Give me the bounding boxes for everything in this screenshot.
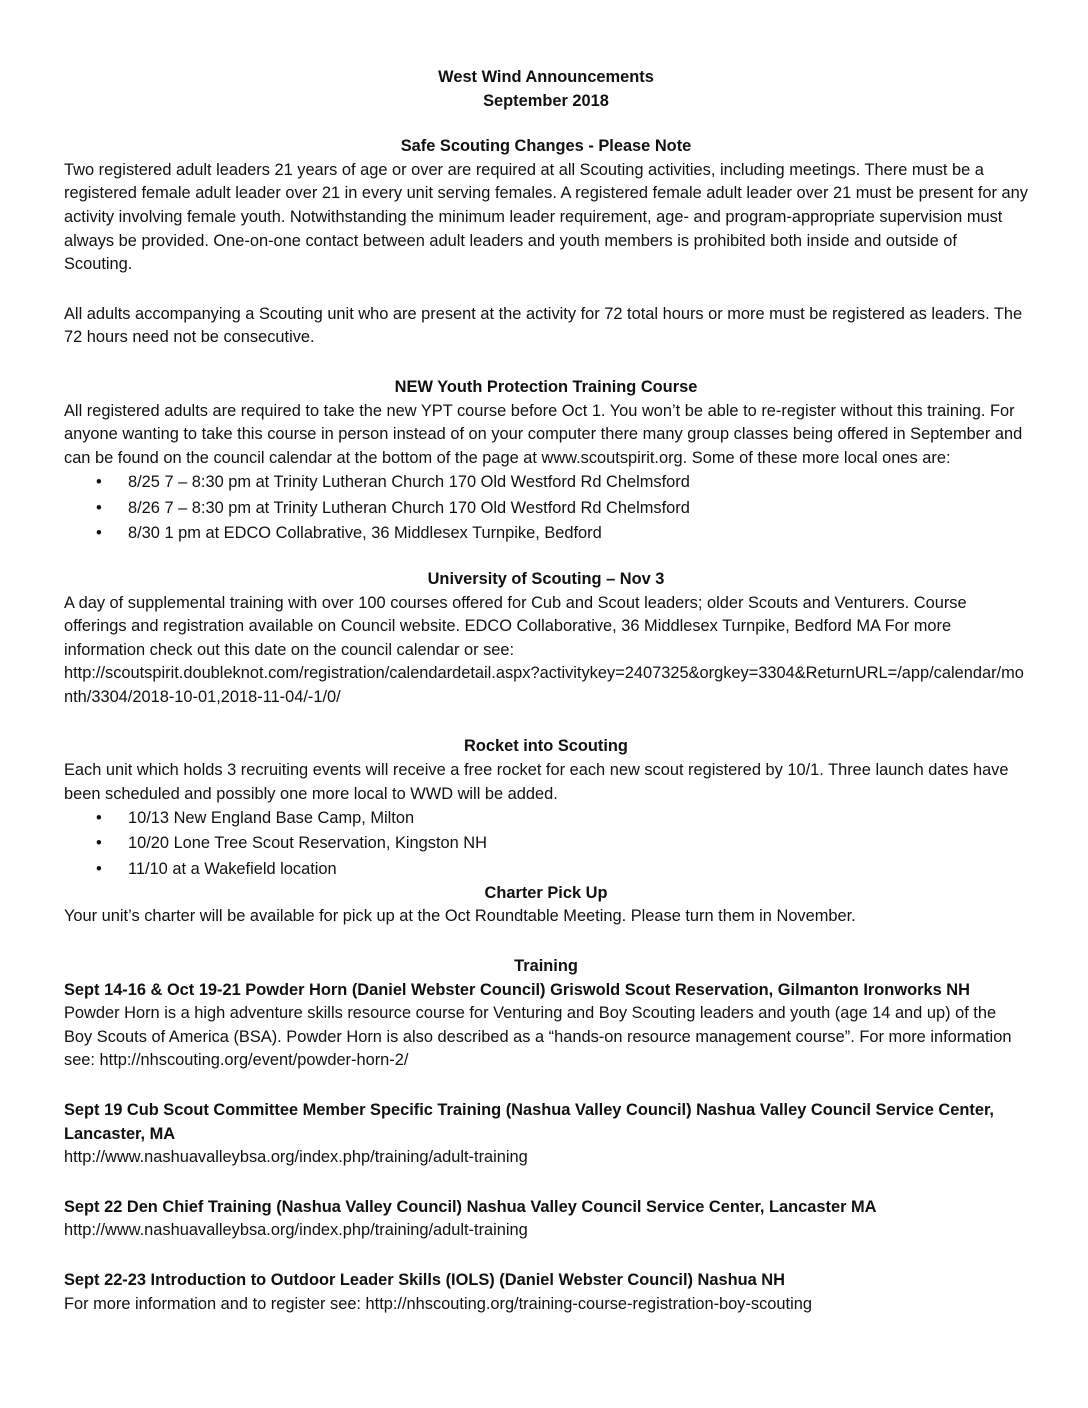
list-item-text: 8/25 7 – 8:30 pm at Trinity Lutheran Church 170 Old Westford Rd Chelmsford [128,473,690,492]
paragraph: Each unit which holds 3 recruiting events will receive a free rocket for each new scout registered by 10/1. Three launch dates have been scheduled and possibly one more local to WWD will be added. [64,761,1009,803]
section-heading: Training [514,957,578,976]
training-entry-title: Sept 14-16 & Oct 19-21 Powder Horn (Daniel Webster Council) Griswold Scout Reservation, Gilmanton Ironworks NH [64,980,970,999]
list-item-text: 8/30 1 pm at EDCO Collabrative, 36 Middlesex Turnpike, Bedford [128,523,602,542]
paragraph: All adults accompanying a Scouting unit who are present at the activity for 72 total hours or more must be registered as leaders. The 72 hours need not be consecutive. [64,304,1023,347]
charter-section [64,882,1028,929]
bullet-icon: • [96,859,102,878]
training-entry-body: For more information and to register see: http://nhscouting.org/training-course-registration-boy-scouting [64,1294,812,1313]
bullet-icon: • [96,498,102,517]
bullet-icon: • [96,834,102,853]
list-item [96,857,1028,882]
paragraph: All registered adults are required to take the new YPT course before Oct 1. You won’t be able to re-register without this training. For anyone wanting to take this course in person instead of on your computer there many group classes being offered in September and can be found on the council calendar at the bottom of the page at www.scoutspirit.org. Some of these more local ones are: [64,401,1023,467]
ypt-section [64,376,1028,546]
section-heading: University of Scouting – Nov 3 [427,569,665,588]
page-subtitle: September 2018 [483,91,609,110]
training-entry-title: Sept 22-23 Introduction to Outdoor Leader Skills (IOLS) (Daniel Webster Council) Nashua NH [64,1271,785,1289]
bullet-icon: • [96,473,102,492]
section-heading: Charter Pick Up [484,883,608,902]
list-item-text: 10/13 New England Base Camp, Milton [128,809,415,828]
list-item [96,470,1028,495]
safe-scouting-section [64,135,1028,350]
list-item [96,496,1028,521]
page-title: West Wind Announcements [438,68,654,86]
section-heading: Safe Scouting Changes - Please Note [400,137,692,156]
paragraph: Two registered adult leaders 21 years of age or over are required at all Scouting activities, including meetings. There must be a registered female adult leader over 21 in every unit serving females. A registered female adult leader over 21 must be present for any activity involving female youth. Notwithstanding the minimum leader requirement, age- and program-appropriate supervision must always be provided. One-on-one contact between adult leaders and youth members is prohibited both inside and outside of Scouting. [64,160,1028,274]
rocket-section [64,735,1028,881]
registration-link[interactable]: http://scoutspirit.doubleknot.com/registration/calendardetail.aspx?activitykey=2407325&orgkey=3304&ReturnURL=/app/calendar/month/3304/2018-10-01,2018-11-04/-1/0/ [64,664,1024,706]
training-entry-title: Sept 22 Den Chief Training (Nashua Valley Council) Nashua Valley Council Service Center, Lancaster MA [64,1197,877,1216]
university-section [64,568,1028,710]
list-item [96,806,1028,831]
training-entry-link[interactable]: http://www.nashuavalleybsa.org/index.php/training/adult-training [64,1148,528,1167]
training-entry-body: Powder Horn is a high adventure skills resource course for Venturing and Boy Scouting leaders and youth (age 14 and up) of the Boy Scouts of America (BSA). Powder Horn is also described as a “hands-on resource management course”. For more information see: http://nhscouting.org/event/powder-horn-2/ [64,1004,1012,1070]
list-item-text: 11/10 at a Wakefield location [128,859,337,878]
bullet-list [64,806,1028,882]
training-section [64,955,1028,1316]
section-heading: Rocket into Scouting [464,737,628,756]
paragraph: A day of supplemental training with over 100 courses offered for Cub and Scout leaders; older Scouts and Venturers. Course offerings and registration available on Council website. EDCO Collaborative, 36 Middlesex Turnpike, Bedford MA For more information check out this date on the council calendar or see: [64,593,967,659]
training-entry-link[interactable]: http://www.nashuavalleybsa.org/index.php/training/adult-training [64,1221,528,1240]
training-entry-title: Sept 19 Cub Scout Committee Member Specific Training (Nashua Valley Council) Nashua Valley Council Service Center, Lancaster, MA [64,1101,994,1143]
list-item [96,521,1028,546]
section-heading: NEW Youth Protection Training Course [394,377,698,396]
list-item-text: 8/26 7 – 8:30 pm at Trinity Lutheran Church 170 Old Westford Rd Chelmsford [128,498,690,517]
list-item [96,831,1028,856]
bullet-icon: • [96,809,102,828]
list-item-text: 10/20 Lone Tree Scout Reservation, Kingston NH [128,834,487,853]
bullet-list [64,470,1028,546]
paragraph: Your unit’s charter will be available for pick up at the Oct Roundtable Meeting. Please turn them in November. [64,907,856,926]
bullet-icon: • [96,523,102,542]
